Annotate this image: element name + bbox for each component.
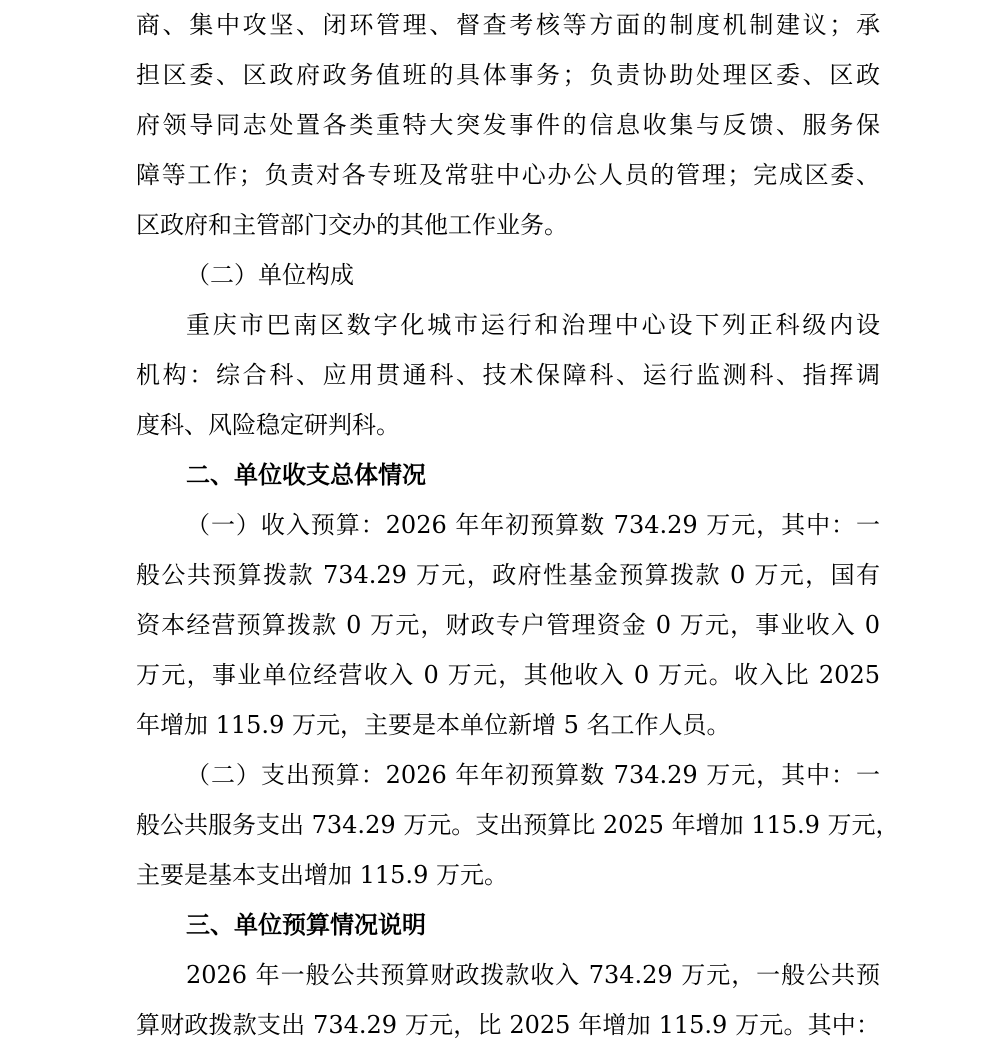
section-heading: 三、单位预算情况说明 (186, 910, 426, 939)
body-text-line: 算财政拨款支出 734.29 万元，比 2025 年增加 115.9 万元。其中： (136, 1011, 880, 1039)
body-text-line: 区政府和主管部门交办的其他工作业务。 (136, 211, 568, 239)
body-text-line: 资本经营预算拨款 0 万元，财政专户管理资金 0 万元，事业收入 0 (136, 611, 880, 639)
body-text-line: 担区委、区政府政务值班的具体事务；负责协助处理区委、区政 (136, 61, 880, 89)
body-text-line: 年增加 115.9 万元，主要是本单位新增 5 名工作人员。 (136, 711, 731, 739)
body-text-line: 2026 年一般公共预算财政拨款收入 734.29 万元，一般公共预 (186, 961, 880, 989)
body-text-line: 重庆市巴南区数字化城市运行和治理中心设下列正科级内设 (186, 311, 880, 339)
section-heading: 二、单位收支总体情况 (186, 460, 426, 489)
body-text-line: 障等工作；负责对各专班及常驻中心办公人员的管理；完成区委、 (136, 161, 880, 189)
body-text-line: 主要是基本支出增加 115.9 万元。 (136, 861, 508, 889)
body-text-line: （一）收入预算：2026 年年初预算数 734.29 万元，其中：一 (186, 511, 880, 539)
body-text-line: 般公共预算拨款 734.29 万元，政府性基金预算拨款 0 万元，国有 (136, 561, 880, 589)
body-text-line: 机构：综合科、应用贯通科、技术保障科、运行监测科、指挥调 (136, 361, 880, 389)
body-text-line: 般公共服务支出 734.29 万元。支出预算比 2025 年增加 115.9 万元， (136, 811, 900, 839)
body-text-line: 万元，事业单位经营收入 0 万元，其他收入 0 万元。收入比 2025 (136, 661, 880, 689)
body-text-line: （二）支出预算：2026 年年初预算数 734.29 万元，其中：一 (186, 761, 880, 789)
body-text-line: 度科、风险稳定研判科。 (136, 411, 400, 439)
subsection-heading: （二）单位构成 (186, 261, 354, 289)
body-text-line: 府领导同志处置各类重特大突发事件的信息收集与反馈、服务保 (136, 111, 880, 139)
body-text-line: 商、集中攻坚、闭环管理、督查考核等方面的制度机制建议；承 (136, 11, 880, 39)
